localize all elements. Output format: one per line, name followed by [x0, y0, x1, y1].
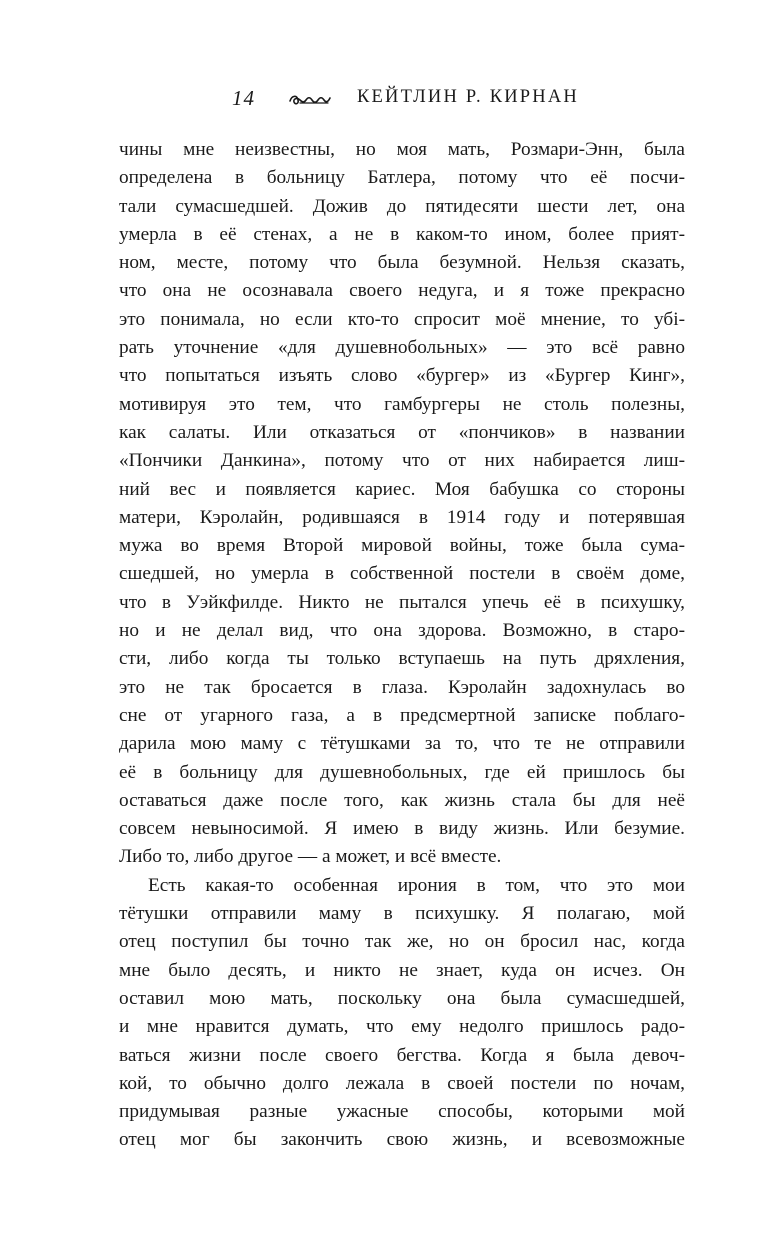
text-line: это понимала, но если кто-то спросит моё мнение, то убі-	[119, 308, 685, 330]
text-line: сшедшей, но умерла в собственной постели в своём доме,	[119, 563, 685, 585]
text-line: что в Уэйкфилде. Никто не пытался упечь её в психушку,	[119, 591, 685, 613]
text-line: тётушки отправили маму в психушку. Я полагаю, мой	[119, 903, 685, 925]
text-line: тали сумасшедшей. Дожив до пятидесяти шести лет, она	[119, 195, 685, 217]
text-line: сне от угарного газа, а в предсмертной записке поблаго-	[119, 704, 685, 726]
body-text	[119, 136, 685, 1155]
text-line: чины мне неизвестны, но моя мать, Розмари-Энн, была	[119, 139, 685, 160]
text-line: «Пончики Данкина», потому что от них набирается лиш-	[119, 450, 685, 472]
text-line: ном, месте, потому что была безумной. Нельзя сказать,	[119, 252, 685, 274]
swirl-ornament-icon	[288, 92, 332, 108]
running-head	[0, 86, 768, 120]
text-line: отец поступил бы точно так же, но он бросил нас, когда	[119, 931, 685, 953]
text-line: как салаты. Или отказаться от «пончиков» в названии	[119, 421, 685, 443]
text-line: умерла в её стенах, а не в каком-то ином, более прият-	[119, 223, 685, 245]
text-line: матери, Кэролайн, родившаяся в 1914 году и потерявшая	[119, 506, 685, 528]
text-line: ваться жизни после своего бегства. Когда я была девоч-	[119, 1044, 685, 1066]
text-line: рать уточнение «для душевнобольных» — это всё равно	[119, 337, 685, 359]
text-line: дарила мою маму с тётушками за то, что те не отправили	[119, 733, 685, 755]
text-line: придумывая разные ужасные способы, которыми мой	[119, 1101, 685, 1123]
page-number: 14	[232, 86, 255, 110]
text-line: мне было десять, и никто не знает, куда он исчез. Он	[119, 959, 685, 981]
text-line: мужа во время Второй мировой войны, тоже была сума-	[119, 535, 685, 557]
paragraph-start-line: Есть какая-то особенная ирония в том, что это мои	[148, 874, 685, 896]
text-line: определена в больницу Батлера, потому что её посчи-	[119, 167, 685, 189]
text-line: отец мог бы закончить свою жизнь, и всевозможные	[119, 1129, 685, 1151]
running-head-author: КЕЙТЛИН Р. КИРНАН	[357, 87, 579, 107]
text-line: мотивируя это тем, что гамбургеры не столь полезны,	[119, 393, 685, 415]
text-line: оставаться даже после того, как жизнь стала бы для неё	[119, 789, 685, 811]
text-line: это не так бросается в глаза. Кэролайн задохнулась во	[119, 676, 685, 698]
text-line: что она не осознавала своего недуга, и я тоже прекрасно	[119, 280, 685, 302]
text-line: оставил мою мать, поскольку она была сумасшедшей,	[119, 987, 685, 1009]
text-line: что попытаться изъять слово «бургер» из «Бургер Кинг»,	[119, 365, 685, 387]
text-line: но и не делал вид, что она здорова. Возможно, в старо-	[119, 620, 685, 642]
text-line: совсем невыносимой. Я имею в виду жизнь. Или безумие.	[119, 818, 685, 840]
paragraph-end-line: Либо то, либо другое — а может, и всё вместе.	[119, 846, 502, 868]
text-line: ний вес и появляется кариес. Моя бабушка со стороны	[119, 478, 685, 500]
text-line: кой, то обычно долго лежала в своей постели по ночам,	[119, 1072, 685, 1094]
text-line: её в больницу для душевнобольных, где ей пришлось бы	[119, 761, 685, 783]
text-line: и мне нравится думать, что ему недолго пришлось радо-	[119, 1016, 685, 1038]
text-line: сти, либо когда ты только вступаешь на путь дряхления,	[119, 648, 685, 670]
